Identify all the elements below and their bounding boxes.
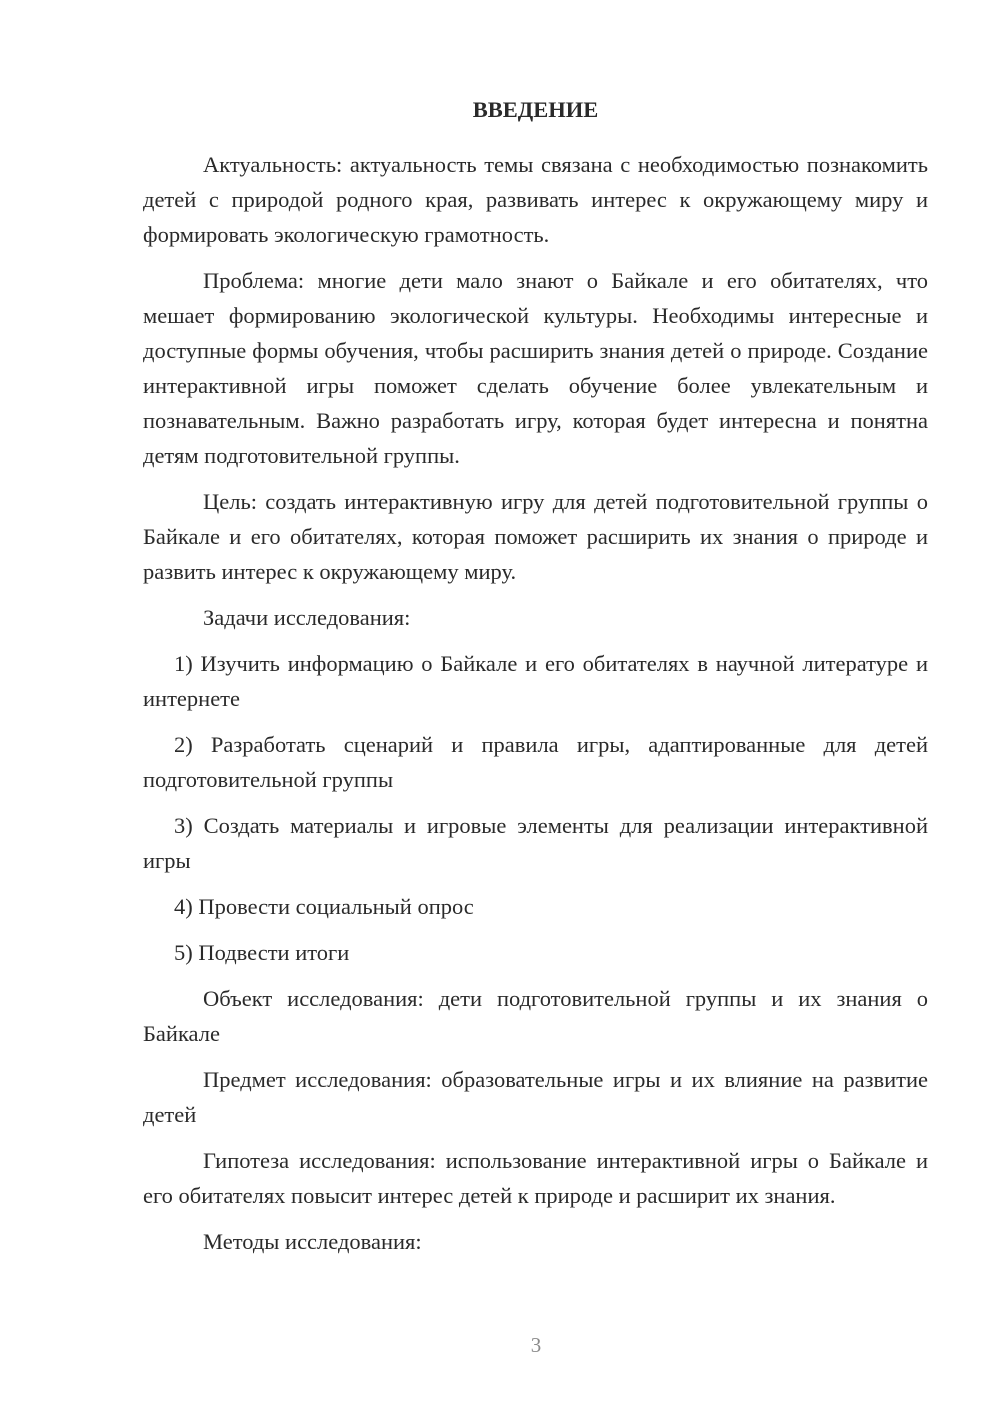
task-item-2: 2) Разработать сценарий и правила игры, адаптированные для детей подготовительной группы <box>143 732 928 792</box>
page-number: 3 <box>530 1333 542 1357</box>
paragraph-goal: Цель: создать интерактивную игру для детей подготовительной группы о Байкале и его обитателях, которая поможет расширить их знания о природе и развить интерес к окружающему миру. <box>143 489 928 584</box>
paragraph-subject: Предмет исследования: образовательные игры и их влияние на развитие детей <box>143 1067 928 1127</box>
document-body <box>143 92 928 1259</box>
paragraph-tasks-heading: Задачи исследования: <box>203 605 411 630</box>
task-item-1: 1) Изучить информацию о Байкале и его обитателях в научной литературе и интернете <box>143 651 928 711</box>
paragraph-object: Объект исследования: дети подготовительной группы и их знания о Байкале <box>143 986 928 1046</box>
section-heading: ВВЕДЕНИЕ <box>472 97 599 122</box>
paragraph-methods: Методы исследования: <box>203 1229 422 1254</box>
paragraph-hypothesis: Гипотеза исследования: использование интерактивной игры о Байкале и его обитателях повысит интерес детей к природе и расширит их знания. <box>143 1148 928 1208</box>
paragraph-relevance: Актуальность: актуальность темы связана с необходимостью познакомить детей с природой родного края, развивать интерес к окружающему миру и формировать экологическую грамотность. <box>143 152 928 247</box>
paragraph-problem: Проблема: многие дети мало знают о Байкале и его обитателях, что мешает формированию экологической культуры. Необходимы интересные и доступные формы обучения, чтобы расширить знания детей о природе. Создание интерактивной игры поможет сделать обучение более увлекательным и познавательным. Важно разработать игру, которая будет интересна и понятна детям подготовительной группы. <box>143 268 928 468</box>
task-item-4: 4) Провести социальный опрос <box>174 894 474 919</box>
task-item-3: 3) Создать материалы и игровые элементы для реализации интерактивной игры <box>143 813 928 873</box>
task-item-5: 5) Подвести итоги <box>174 940 350 965</box>
